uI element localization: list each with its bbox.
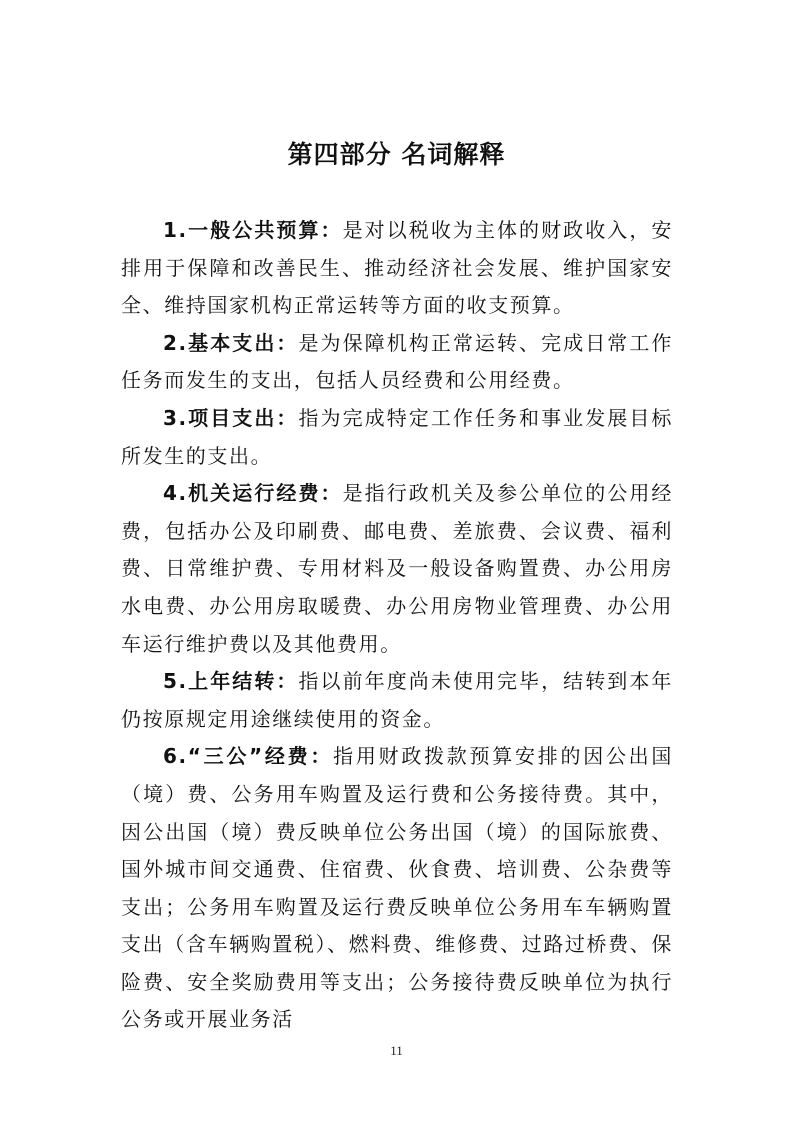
definitions-list <box>121 212 673 1039</box>
definition-text: 是对以税收为主体的财政收入，安排用于保障和改善民生、推动经济社会发展、维护国家安全、维持国家机构正常运转等方面的收支预算。 <box>121 218 674 318</box>
definition-term: 3.项目支出： <box>163 405 299 430</box>
definition-term: 2.基本支出： <box>163 330 299 355</box>
page-number: 11 <box>390 1043 403 1058</box>
definition-agency-operating-funds <box>121 475 673 663</box>
definition-term: 4.机关运行经费： <box>163 481 343 506</box>
definition-text: 是为保障机构正常运转、完成日常工作任务而发生的支出，包括人员经费和公用经费。 <box>121 330 673 393</box>
definition-term: 5.上年结转： <box>163 669 299 694</box>
definition-basic-expenditure <box>121 325 673 400</box>
definition-text: 指以前年度尚未使用完毕，结转到本年仍按原规定用途继续使用的资金。 <box>121 669 673 731</box>
definition-term: 1.一般公共预算： <box>163 218 343 242</box>
definition-project-expenditure <box>121 400 673 475</box>
definition-prior-year-carryover <box>121 663 673 738</box>
definition-text: 是指行政机关及参公单位的公用经费，包括办公及印刷费、邮电费、差旅费、会议费、福利费、日常维护费、专用材料及一般设备购置费、办公用房水电费、办公用房取暖费、办公用房物业管理费、办公用车运行维护费以及其他费用。 <box>121 481 674 656</box>
definition-text: 指为完成特定工作任务和事业发展目标所发生的支出。 <box>121 405 673 468</box>
definition-text: 指用财政拨款预算安排的因公出国（境）费、公务用车购置及运行费和公务接待费。其中，因公出国（境）费反映单位公务出国（境）的国际旅费、国外城市间交通费、住宿费、伙食费、培训费、公杂费等支出；公务用车购置及运行费反映单位公务用车车辆购置支出（含车辆购置税）、燃料费、维修费、过路过桥费、保险费、安全奖励费用等支出；公务接待费反映单位为执行公务或开展业务活 <box>121 744 674 1032</box>
definition-general-public-budget <box>121 212 673 325</box>
definition-term: 6.“三公”经费： <box>163 744 334 769</box>
page-title: 第四部分 名词解释 <box>287 140 506 169</box>
definition-three-public-expenses <box>121 738 673 1039</box>
